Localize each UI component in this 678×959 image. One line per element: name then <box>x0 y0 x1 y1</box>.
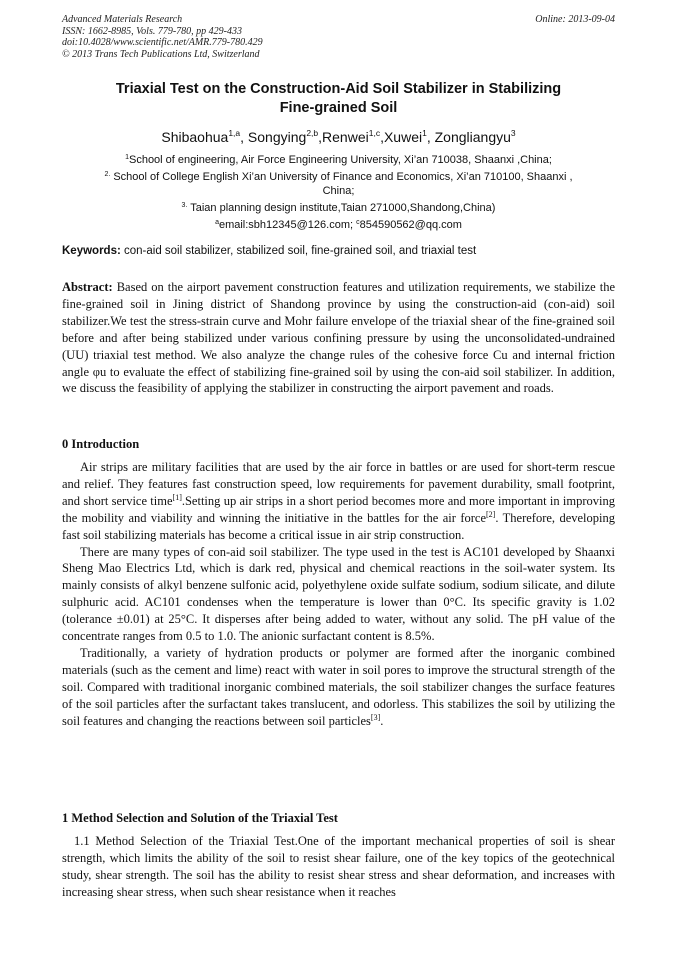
title-line-2: Fine-grained Soil <box>279 100 398 116</box>
citation: [2] <box>486 509 496 519</box>
abstract <box>62 279 615 397</box>
author-affiliation-mark: 3 <box>510 128 516 138</box>
section-0-body <box>62 459 615 730</box>
citation: [1] <box>172 492 182 502</box>
citation: [3] <box>370 712 381 722</box>
author-name: Renwei <box>322 129 369 145</box>
paragraph <box>62 459 615 544</box>
abstract-label: Abstract: <box>62 280 113 294</box>
affiliation-mark: 2. <box>104 171 111 178</box>
author-separator: , <box>380 129 384 145</box>
email-line <box>72 216 605 232</box>
paragraph-text: Air strips are military facilities that are used by the air force in battles or are used for short-term rescue and relief. They features fast construction speed, low requirements for pavement durability, small footprint, and short service time <box>62 460 615 508</box>
paragraph-text: .Setting up air strips in a short period becomes more and more important in improving the mobility and viability and winning the initiative in the battles for the air force <box>62 493 615 525</box>
author-list <box>62 124 615 146</box>
affiliation-1 <box>72 151 605 167</box>
email-text: 854590562@qq.com <box>359 219 462 231</box>
section-0-heading: 0 Introduction <box>62 437 140 451</box>
doi-line: doi:10.4028/www.scientific.net/AMR.779-780.429 <box>62 37 263 48</box>
affiliation-2 <box>72 168 605 198</box>
author-affiliation-mark: 1 <box>422 128 427 138</box>
affiliation-text: School of College English Xi’an University of Finance and Economics, Xi’an 710100, Shaanxi , <box>113 171 573 183</box>
keywords <box>62 244 615 258</box>
author-name: Shibaohua <box>161 129 229 145</box>
paragraph: There are many types of con-aid soil stabilizer. The type used in the test is AC101 developed by Shaanxi Sheng Mao Electrics Ltd, which is dark red, physical and chemical reactions in the soil-water system. Its mainly consists of alkyl benzene sulfonic acid, polyethylene oxide sulfate sodium, sodium silicate, and dilute sulphuric acid. AC101 condenses when the temperature is lower than 0°C. Its specific gravity is 1.02 (tolerance ±0.01) at 25°C. It disperses after being added to water, without any solid. The pH value of the concentrate ranges from 0.5 to 1.0. The anionic surfactant content is 8.5%. <box>62 544 615 644</box>
affiliation-text: Taian planning design institute,Taian 271000,Shandong,China) <box>190 202 496 214</box>
paragraph-text: . Therefore, developing fast soil stabilizing materials has become a critical issue in air strip construction. <box>62 510 615 542</box>
author-affiliation-mark: 1,a <box>228 128 241 138</box>
author-separator: , <box>318 129 323 145</box>
author-separator: , <box>426 129 435 145</box>
abstract-text: Based on the airport pavement construction features and utilization requirements, we stabilize the fine-grained soil in Jining district of Shandong province by using the construction-aid (con-aid) soil stabilizer.We test the stress-strain curve and Mohr failure envelope of the triaxial shear of the fine-grained soil before and after being stabilized under various confining pressure by using the unconsolidated-undrained (UU) triaxial test method. We also analyze the change rules of the cohesive force Cu and internal friction angle φu to evaluate the effect of stabilizing fine-grained soil by using the con-aid soil stabilizer. In addition, we discuss the feasibility of applying the stabilizer in constructing the airport pavement and roads. <box>62 280 615 396</box>
email-text: email:sbh12345@126.com; <box>218 219 357 231</box>
journal-header <box>62 14 263 60</box>
author-name: Xuwei <box>383 129 423 145</box>
keywords-label: Keywords: <box>62 245 121 257</box>
title-line-1: Triaxial Test on the Construction-Aid Soil Stabilizer in Stabilizing <box>115 81 562 97</box>
section-1-body <box>62 833 615 901</box>
email-mark: c <box>356 219 360 226</box>
author-name: Songying <box>247 129 307 145</box>
author-separator: , <box>240 129 248 145</box>
section-1-heading: 1 Method Selection and Solution of the Triaxial Test <box>62 811 338 825</box>
affiliation-mark: 1 <box>125 154 129 161</box>
email-mark: a <box>215 219 219 226</box>
affiliation-text: School of engineering, Air Force Engineering University, Xi’an 710038, Shaanxi ,China; <box>128 154 552 166</box>
paragraph: 1.1 Method Selection of the Triaxial Test.One of the important mechanical properties of soil is shear strength, which limits the ability of the soil to resist shear failure, one of the key topics of the geotechnical study, shear strength. The soil has the ability to resist shear stress and shear deformation, and increases with increasing shear stress, when such shear resistance when it reaches <box>62 834 615 899</box>
issn-line: ISSN: 1662-8985, Vols. 779-780, pp 429-433 <box>62 25 242 37</box>
affiliation-mark: 3. <box>181 202 188 209</box>
online-date: Online: 2013-09-04 <box>535 14 615 25</box>
affiliation-text-cont: China; <box>322 185 355 197</box>
keywords-text: con-aid soil stabilizer, stabilized soil, fine-grained soil, and triaxial test <box>120 245 477 257</box>
copyright-line: © 2013 Trans Tech Publications Ltd, Switzerland <box>62 48 260 60</box>
journal-name: Advanced Materials Research <box>62 14 183 25</box>
author-affiliation-mark: 1,c <box>368 128 381 138</box>
paragraph-text: . <box>380 713 384 728</box>
paragraph-text: Traditionally, a variety of hydration products or polymer are formed after the inorganic combined materials (such as the cement and lime) react with water in soil pores to improve the structural strength of the soil. Compared with traditional inorganic combined materials, the soil stabilizer changes the surface features of the soil particles after the surfactant takes translucent, and odorless. This stabilizes the soil by utilizing the soil features and changing the reactions between soil particles <box>62 645 615 728</box>
paper-title <box>62 80 615 118</box>
author-name: Zongliangyu <box>434 129 511 145</box>
paragraph <box>62 645 615 730</box>
author-affiliation-mark: 2,b <box>306 128 319 138</box>
affiliation-3 <box>72 199 605 215</box>
